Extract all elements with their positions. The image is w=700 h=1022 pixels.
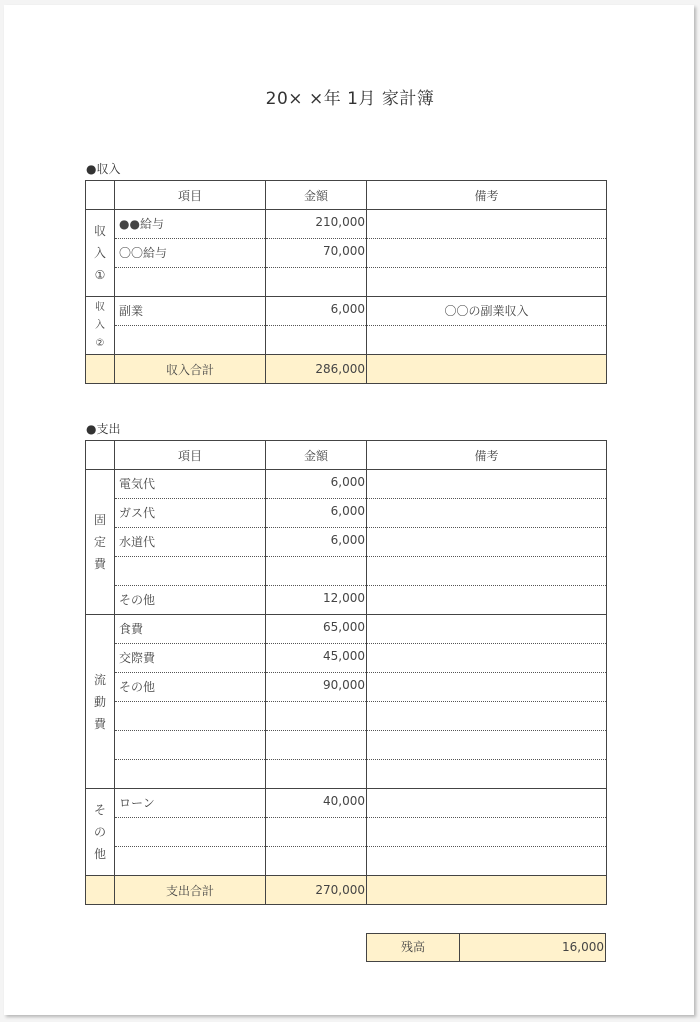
table-row [86, 297, 607, 326]
note-cell[interactable] [367, 499, 607, 528]
table-row [86, 731, 607, 760]
item-cell[interactable]: ●●給与 [115, 210, 266, 239]
income-table [85, 180, 607, 384]
table-row [86, 239, 607, 268]
note-cell[interactable] [367, 268, 607, 297]
note-cell[interactable] [367, 470, 607, 499]
income-group-2-label: 収 入 ② [86, 297, 115, 355]
item-cell[interactable]: ガス代 [115, 499, 266, 528]
fixed-cost-group-label: 固 定 費 [86, 470, 115, 615]
note-cell[interactable] [367, 326, 607, 355]
table-row [86, 528, 607, 557]
header-note: 備考 [367, 181, 607, 210]
note-cell[interactable] [367, 615, 607, 644]
balance-label: 残高 [367, 934, 460, 961]
item-cell[interactable]: 〇〇給与 [115, 239, 266, 268]
header-item: 項目 [115, 441, 266, 470]
variable-cost-group-label: 流 動 費 [86, 615, 115, 789]
amount-cell[interactable]: 6,000 [266, 528, 367, 557]
note-cell[interactable] [367, 644, 607, 673]
expense-table [85, 440, 607, 905]
amount-cell[interactable] [266, 760, 367, 789]
item-cell[interactable]: 水道代 [115, 528, 266, 557]
note-cell[interactable] [367, 586, 607, 615]
note-cell[interactable]: 〇〇の副業収入 [367, 297, 607, 326]
item-cell[interactable] [115, 731, 266, 760]
expense-header-row [86, 441, 607, 470]
table-row [86, 702, 607, 731]
note-cell[interactable] [367, 528, 607, 557]
item-cell[interactable]: 食費 [115, 615, 266, 644]
item-cell[interactable] [115, 847, 266, 876]
note-cell[interactable] [367, 731, 607, 760]
expense-total-row [86, 876, 607, 905]
amount-cell[interactable]: 6,000 [266, 470, 367, 499]
income-total-row [86, 355, 607, 384]
note-cell[interactable] [367, 673, 607, 702]
item-cell[interactable]: 電気代 [115, 470, 266, 499]
item-cell[interactable]: 交際費 [115, 644, 266, 673]
header-group [86, 441, 115, 470]
income-group-1-label: 収 入 ① [86, 210, 115, 297]
income-total-amount: 286,000 [266, 355, 367, 384]
table-row [86, 673, 607, 702]
amount-cell[interactable]: 70,000 [266, 239, 367, 268]
note-cell[interactable] [367, 210, 607, 239]
page-title: 20× ×年 1月 家計簿 [265, 89, 435, 109]
item-cell[interactable]: ローン [115, 789, 266, 818]
table-row [86, 268, 607, 297]
income-header-row [86, 181, 607, 210]
table-row [86, 470, 607, 499]
table-row [86, 847, 607, 876]
table-row [86, 644, 607, 673]
table-row [86, 499, 607, 528]
other-group-label: そ の 他 [86, 789, 115, 876]
amount-cell[interactable]: 12,000 [266, 586, 367, 615]
item-cell[interactable] [115, 268, 266, 297]
item-cell[interactable] [115, 557, 266, 586]
table-row [86, 326, 607, 355]
amount-cell[interactable]: 40,000 [266, 789, 367, 818]
note-cell[interactable] [367, 239, 607, 268]
amount-cell[interactable] [266, 847, 367, 876]
item-cell[interactable] [115, 818, 266, 847]
table-row [86, 615, 607, 644]
balance-box [366, 933, 606, 962]
header-amount: 金額 [266, 181, 367, 210]
amount-cell[interactable] [266, 702, 367, 731]
table-row [86, 586, 607, 615]
note-cell[interactable] [367, 789, 607, 818]
amount-cell[interactable]: 6,000 [266, 297, 367, 326]
expense-total-amount: 270,000 [266, 876, 367, 905]
item-cell[interactable] [115, 702, 266, 731]
balance-amount: 16,000 [562, 940, 604, 954]
amount-cell[interactable] [266, 326, 367, 355]
expense-total-label: 支出合計 [115, 876, 266, 905]
note-cell[interactable] [367, 760, 607, 789]
item-cell[interactable] [115, 760, 266, 789]
header-item: 項目 [115, 181, 266, 210]
expense-section-label: ●支出 [86, 422, 121, 436]
item-cell[interactable]: 副業 [115, 297, 266, 326]
header-amount: 金額 [266, 441, 367, 470]
income-total-note [367, 355, 607, 384]
total-blank [86, 876, 115, 905]
table-row [86, 760, 607, 789]
amount-cell[interactable]: 6,000 [266, 499, 367, 528]
amount-cell[interactable]: 210,000 [266, 210, 367, 239]
item-cell[interactable]: その他 [115, 586, 266, 615]
header-note: 備考 [367, 441, 607, 470]
income-section-label: ●収入 [86, 162, 121, 176]
header-group [86, 181, 115, 210]
note-cell[interactable] [367, 557, 607, 586]
amount-cell[interactable] [266, 818, 367, 847]
table-row [86, 557, 607, 586]
amount-cell[interactable]: 90,000 [266, 673, 367, 702]
total-blank [86, 355, 115, 384]
item-cell[interactable]: その他 [115, 673, 266, 702]
note-cell[interactable] [367, 702, 607, 731]
item-cell[interactable] [115, 326, 266, 355]
amount-cell[interactable]: 65,000 [266, 615, 367, 644]
income-total-label: 収入合計 [115, 355, 266, 384]
amount-cell[interactable] [266, 731, 367, 760]
table-row [86, 818, 607, 847]
table-row [86, 210, 607, 239]
table-row [86, 789, 607, 818]
note-cell[interactable] [367, 847, 607, 876]
amount-cell[interactable] [266, 268, 367, 297]
note-cell[interactable] [367, 818, 607, 847]
amount-cell[interactable] [266, 557, 367, 586]
expense-total-note [367, 876, 607, 905]
amount-cell[interactable]: 45,000 [266, 644, 367, 673]
